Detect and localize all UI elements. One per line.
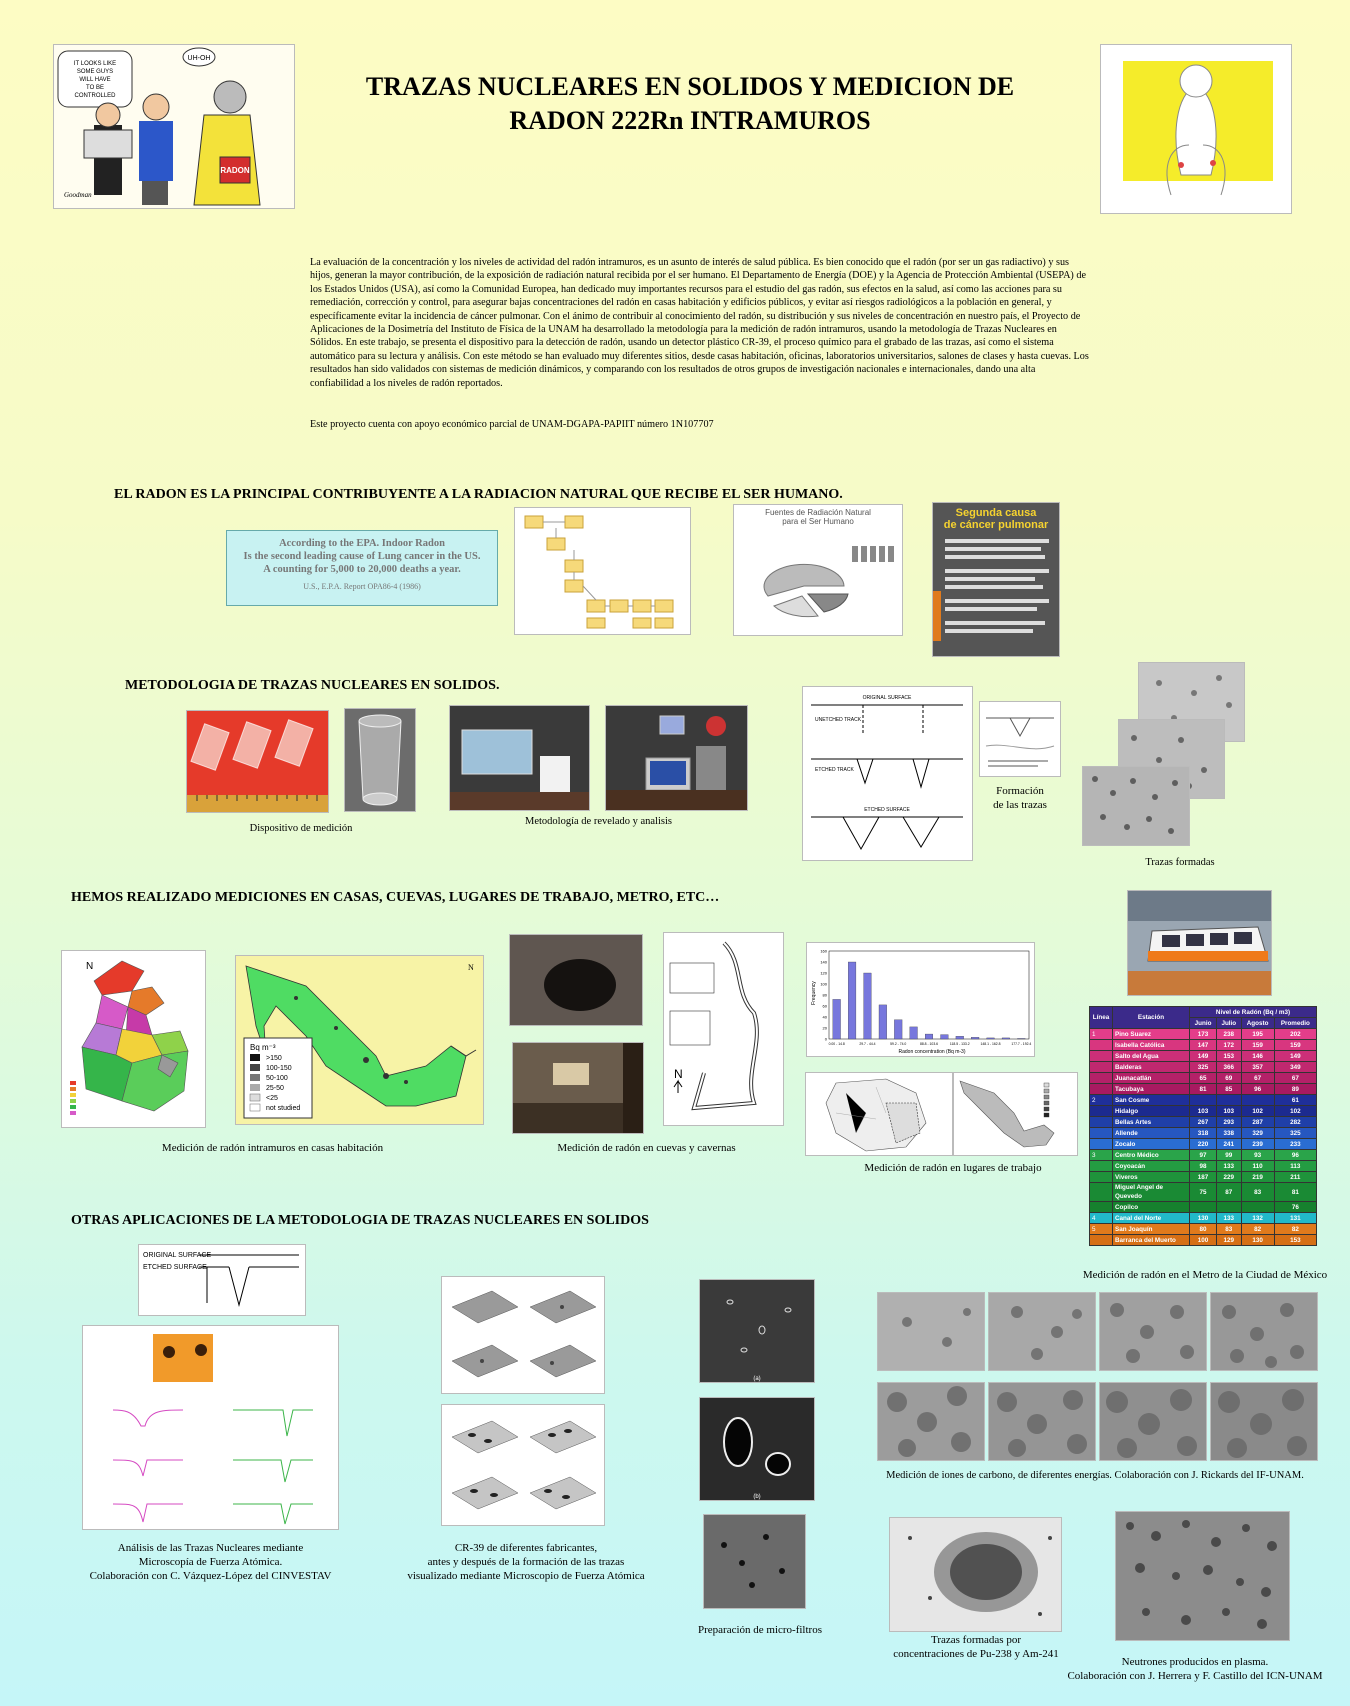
table-cell-value: 83 [1241,1183,1274,1202]
histogram-bar [879,1005,887,1039]
table-row [1090,1051,1317,1062]
caption-cr39-line-2: antes y después de la formación de las trazas [427,1556,625,1568]
histogram-ytick: 80 [822,992,827,998]
caption-afm [82,1541,339,1583]
svg-text:ETCHED TRACK: ETCHED TRACK [815,767,854,773]
table-cell-line [1090,1062,1113,1073]
table-cell-line [1090,1128,1113,1139]
table-cell-line: 3 [1090,1150,1113,1161]
table-cell-value: 149 [1274,1051,1316,1062]
table-cell-value: 67 [1274,1073,1316,1084]
funding-note: Este proyecto cuenta con apoyo económico parcial de UNAM-DGAPA-PAPIIT número 1N107707 [310,419,714,430]
caption-filters: Preparación de micro-filtros [697,1624,822,1636]
table-row [1090,1235,1317,1246]
svg-text:Goodman: Goodman [64,191,92,199]
table-cell-value: 67 [1241,1073,1274,1084]
epa-source: U.S., E.P.A. Report OPA86-4 (1986) [303,582,421,591]
table-cell-line [1090,1117,1113,1128]
table-cell-value: 153 [1274,1235,1316,1246]
histogram-bar [941,1035,949,1039]
svg-text:N: N [86,961,94,972]
caption-neutrons-line-1: Neutrones producidos en plasma. [1121,1656,1269,1668]
table-cell-station: Miguel Angel de Quevedo [1113,1183,1190,1202]
table-cell-value: 98 [1190,1161,1217,1172]
caption-afm-line-1: Análisis de las Trazas Nucleares mediante [117,1542,304,1554]
sem-label-b: (b) [753,1494,761,1500]
table-cell-value: 110 [1241,1161,1274,1172]
histogram-ytick: 140 [820,959,827,965]
table-cell-value: 325 [1274,1128,1316,1139]
svg-text:TO BE: TO BE [86,85,104,91]
analysis-station-photo [605,705,748,811]
histogram-ytick: 0 [824,1036,827,1042]
caption-houses: Medición de radón intramuros en casas habitación [161,1142,384,1154]
afm-profile-figure [82,1325,339,1530]
table-cell-value: 146 [1241,1051,1274,1062]
table-cell-value: 325 [1190,1062,1217,1073]
table-cell-station: Balderas [1113,1062,1190,1073]
intro-paragraph: La evaluación de la concentración y los niveles de actividad del radón intramuros, es un asunto de interés de salud pública. Es bien conocido que el radón (por ser un gas radiactivo) y sus hijos, generan la mayor contribución, de la exposición de radiación natural recibida por el ser humano. El Departamento de Energía (DOE) y la Agencia de Protección Ambiental (USEPA) de los Estados Unidos (USA), así como la Comunidad Europea, han dedicado muy importantes recursos para el estudio del gas radón, sus efectos en la salud, así como las acciones para su remediación, corrección y control, para asegurar bajas concentraciones del radón en casas habitación y edificios públicos, y evitar así riesgos radiológicos a la población en general, y específicamente evitar la incidencia de cáncer pulmonar. Con el ánimo de contribuir al conocimiento del radón, su distribución y sus niveles de concentración en nuestro país, el Proyecto de Aplicaciones de la Dosimetría del Instituto de Física de la UNAM ha desarrollado la metodología para la medición de radón intramuros, usando la metodología de Trazas Nucleares en Sólidos. En este trabajo, se presenta el dispositivo para la detección de radón, usando un detector plástico CR-39, el proceso químico para el grabado de las trazas, así como el sistema automático para su lectura y análisis. Con este método se han evaluado muy diferentes sitios, desde casas habitación, oficinas, laboratorios universitarios, salones de clases y hasta cuevas. Los resultados han sido validados con sistemas de medición dinámicos, y comparando con los resultados de otros grupos de investigación nacionales e internacionales, dando una alta confiabilidad a los niveles de radón reportados. [310,257,1089,389]
table-cell-value: 130 [1190,1213,1217,1224]
table-row [1090,1150,1317,1161]
table-cell-value: 159 [1274,1040,1316,1051]
table-cell-value: 172 [1217,1040,1241,1051]
section2-heading: METODOLOGIA DE TRAZAS NUCLEARES EN SOLIDOS. [125,678,500,693]
sem-label-a: (a) [753,1376,761,1382]
table-cell-value: 267 [1190,1117,1217,1128]
lung-image [1100,44,1292,214]
table-cell-value [1190,1202,1217,1213]
svg-text:ORIGINAL SURFACE: ORIGINAL SURFACE [862,695,912,701]
caption-device: Dispositivo de medición [249,823,353,834]
table-cell-value [1241,1095,1274,1106]
svg-text:CONTROLLED: CONTROLLED [74,93,116,99]
histogram-xlabel: Radon concentration (Bq m-3) [898,1049,966,1055]
svg-text:RADON: RADON [220,166,250,175]
table-cell-value: 338 [1217,1128,1241,1139]
table-cell-value: 83 [1217,1224,1241,1235]
table-cell-value: 329 [1241,1128,1274,1139]
svg-text:<25: <25 [266,1095,278,1102]
table-cell-value: 93 [1241,1150,1274,1161]
sem-filter-image-a [699,1279,815,1383]
mexico-city-delegations-map [61,950,206,1128]
caption-formation-line-1: Formación [996,785,1044,797]
table-cell-value: 239 [1241,1139,1274,1150]
table-cell-value: 238 [1217,1029,1241,1040]
histogram-bar [925,1034,933,1039]
histogram-xtick: 148.1 - 162.8 [980,1042,1001,1046]
caption-neutrons [1050,1655,1340,1683]
table-cell-value: 133 [1217,1161,1241,1172]
cancer-title-line-1: Segunda causa [955,507,1037,519]
section3-heading: HEMOS REALIZADO MEDICIONES EN CASAS, CUEVAS, LUGARES DE TRABAJO, METRO, ETC… [71,890,720,905]
detector-cup-photo [344,708,416,812]
caption-neutrons-line-2: Colaboración con J. Herrera y F. Castillo del ICN-UNAM [1067,1670,1323,1682]
table-row [1090,1117,1317,1128]
histogram-bar [1002,1038,1010,1039]
table-cell-value: 96 [1241,1084,1274,1095]
table-cell-line [1090,1161,1113,1172]
table-cell-station: San Joaquín [1113,1224,1190,1235]
table-cell-line [1090,1172,1113,1183]
title-line-1: TRAZAS NUCLEARES EN SOLIDOS Y MEDICION DE [365,72,1015,101]
table-cell-station: Zocalo [1113,1139,1190,1150]
section4-heading: OTRAS APLICACIONES DE LA METODOLOGIA DE TRAZAS NUCLEARES EN SOLIDOS [71,1213,649,1228]
track-profile-diagram [138,1244,306,1316]
table-cell-line: 5 [1090,1224,1113,1235]
epa-line-3: A counting for 5,000 to 20,000 deaths a year. [263,564,461,575]
table-cell-station: Isabella Católica [1113,1040,1190,1051]
table-cell-station: Pino Suarez [1113,1029,1190,1040]
table-cell-value: 357 [1241,1062,1274,1073]
caption-carbon: Medición de iones de carbono, de diferentes energías. Colaboración con J. Rickards del IF-UNAM. [886,1470,1304,1481]
histogram-xtick: 118.5 - 133.2 [949,1042,970,1046]
table-cell-value: 100 [1190,1235,1217,1246]
caption-work: Medición de radón en lugares de trabajo [864,1162,1042,1174]
table-subheader-august: Agosto [1241,1018,1274,1029]
caption-pu-line-2: concentraciones de Pu-238 y Am-241 [893,1648,1059,1660]
table-cell-station: Viveros [1113,1172,1190,1183]
table-cell-value: 97 [1190,1150,1217,1161]
epa-quote-box [226,530,498,606]
table-row [1090,1062,1317,1073]
table-cell-line [1090,1084,1113,1095]
table-cell-station: Allende [1113,1128,1190,1139]
table-cell-value: 282 [1274,1117,1316,1128]
table-row [1090,1084,1317,1095]
histogram-xtick: 59.2 - 74.0 [890,1042,907,1046]
table-cell-value: 349 [1274,1062,1316,1073]
table-cell-value: 130 [1241,1235,1274,1246]
table-cell-station: Salto del Agua [1113,1051,1190,1062]
table-cell-value: 87 [1217,1183,1241,1202]
pu-am-tracks-image [889,1517,1062,1632]
table-row [1090,1040,1317,1051]
histogram-frame [829,951,1029,1039]
table-cell-value: 82 [1274,1224,1316,1235]
table-cell-value: 220 [1190,1139,1217,1150]
sem-filter-image-b [699,1397,815,1501]
histogram-xtick: 177.7 - 192.4 [1011,1042,1032,1046]
mexico-radon-map [235,955,484,1125]
etching-bath-photo [449,705,590,811]
caption-metro: Medición de radón en el Metro de la Ciudad de México [1082,1269,1328,1281]
table-cell-value: 211 [1274,1172,1316,1183]
table-cell-line: 4 [1090,1213,1113,1224]
svg-text:SOME GUYS: SOME GUYS [76,69,114,75]
caption-formation-line-2: de las trazas [993,799,1047,811]
caption-afm-line-3: Colaboración con C. Vázquez-López del CINVESTAV [89,1570,332,1582]
table-cell-station: Juanacatlán [1113,1073,1190,1084]
table-header-station: Estación [1113,1007,1190,1029]
table-cell-value: 229 [1217,1172,1241,1183]
table-cell-value: 241 [1217,1139,1241,1150]
histogram-ytick: 20 [822,1025,827,1031]
cave-photo-2 [512,1042,644,1134]
table-cell-line [1090,1183,1113,1202]
histogram-bar [971,1037,979,1039]
sem-filter-image-c [703,1514,806,1609]
table-cell-value [1190,1095,1217,1106]
table-cell-value: 202 [1274,1029,1316,1040]
table-header-level: Nivel de Radón (Bq / m3) [1190,1007,1317,1018]
table-row [1090,1128,1317,1139]
histogram-ytick: 100 [820,981,827,987]
table-cell-value: 129 [1217,1235,1241,1246]
table-row [1090,1095,1317,1106]
workplace-map-city [805,1072,953,1156]
caption-cr39 [400,1541,652,1583]
table-cell-station: Centro Médico [1113,1150,1190,1161]
caption-pu-line-1: Trazas formadas por [930,1634,1021,1646]
workplace-map-regions [953,1072,1078,1156]
table-cell-value: 233 [1274,1139,1316,1150]
table-cell-value: 195 [1241,1029,1274,1040]
histogram-bar [833,999,841,1039]
table-cell-value: 131 [1274,1213,1316,1224]
svg-text:>150: >150 [266,1055,282,1062]
lung-cancer-poster [932,502,1060,657]
measurement-device-photo [186,710,329,813]
title-line-2: RADON 222Rn INTRAMUROS [509,106,871,135]
table-cell-value [1241,1202,1274,1213]
section1-heading: EL RADON ES LA PRINCIPAL CONTRIBUYENTE A LA RADIACION NATURAL QUE RECIBE EL SER HUMANO. [114,487,843,502]
table-cell-value: 81 [1274,1183,1316,1202]
histogram-ytick: 120 [820,970,827,976]
track-formation-small-diagram [979,701,1061,777]
table-cell-value: 89 [1274,1084,1316,1095]
table-cell-value: 187 [1190,1172,1217,1183]
table-cell-value: 159 [1241,1040,1274,1051]
table-cell-value: 293 [1217,1117,1241,1128]
histogram-ytick: 40 [822,1014,827,1020]
histogram-bar [848,962,856,1039]
caption-caves: Medición de radón en cuevas y cavernas [557,1142,736,1154]
table-row [1090,1213,1317,1224]
table-cell-value [1217,1202,1241,1213]
table-cell-value: 173 [1190,1029,1217,1040]
radon-histogram [806,942,1035,1057]
table-cell-value: 82 [1241,1224,1274,1235]
table-cell-value: 102 [1274,1106,1316,1117]
histogram-bar [864,973,872,1039]
table-cell-value: 113 [1274,1161,1316,1172]
epa-line-2: Is the second leading cause of Lung cancer in the US. [243,551,481,562]
table-cell-line [1090,1040,1113,1051]
table-cell-value: 61 [1274,1095,1316,1106]
table-cell-value: 69 [1217,1073,1241,1084]
svg-text:ETCHED SURFACE: ETCHED SURFACE [864,807,910,813]
table-row [1090,1106,1317,1117]
table-cell-value: 81 [1190,1084,1217,1095]
histogram-ytick: 160 [820,948,827,954]
histogram-bar [987,1038,995,1039]
page-title [300,70,1080,138]
table-cell-value: 318 [1190,1128,1217,1139]
histogram-xtick: 0.00 - 14.8 [828,1042,845,1046]
metro-radon-table [1089,1006,1317,1246]
table-row [1090,1073,1317,1084]
table-subheader-average: Promedio [1274,1018,1316,1029]
svg-text:UH-OH: UH-OH [187,55,211,62]
decay-chain-diagram [514,507,691,635]
table-cell-value: 85 [1217,1084,1241,1095]
svg-text:Bq m⁻³: Bq m⁻³ [250,1043,276,1052]
table-row [1090,1029,1317,1040]
svg-text:IT LOOKS LIKE: IT LOOKS LIKE [73,61,117,67]
svg-text:100-150: 100-150 [266,1065,292,1072]
table-cell-value: 103 [1217,1106,1241,1117]
neutron-tracks-image [1115,1511,1290,1641]
table-cell-value: 76 [1274,1202,1316,1213]
table-header-line: Línea [1090,1007,1113,1029]
caption-tracks: Trazas formadas [1145,857,1215,868]
table-subheader-july: Julio [1217,1018,1241,1029]
table-cell-value [1217,1095,1241,1106]
table-cell-value: 147 [1190,1040,1217,1051]
cave-photo-1 [509,934,643,1026]
table-cell-value: 96 [1274,1150,1316,1161]
caption-formation [975,784,1065,812]
histogram-bar [910,1027,918,1039]
svg-text:25-50: 25-50 [266,1085,284,1092]
table-cell-value: 219 [1241,1172,1274,1183]
table-row [1090,1202,1317,1213]
table-cell-value: 153 [1217,1051,1241,1062]
svg-text:WILL HAVE: WILL HAVE [79,77,111,83]
table-cell-station: Bellas Artes [1113,1117,1190,1128]
cr39-afm-surfaces-top [441,1276,605,1394]
tracks-microscope-image-3 [1082,766,1190,846]
table-cell-value: 366 [1217,1062,1241,1073]
pie-title-line-1: Fuentes de Radiación Natural [765,508,871,517]
svg-text:N: N [468,963,474,972]
table-cell-value: 149 [1190,1051,1217,1062]
histogram-bar [1017,1038,1025,1039]
table-row [1090,1172,1317,1183]
table-cell-station: Hidalgo [1113,1106,1190,1117]
table-cell-line: 2 [1090,1095,1113,1106]
table-cell-line [1090,1235,1113,1246]
table-cell-value: 99 [1217,1150,1241,1161]
histogram-bar [956,1036,964,1039]
track-etching-diagram [802,686,973,861]
table-cell-value: 133 [1217,1213,1241,1224]
table-cell-station: San Cosme [1113,1095,1190,1106]
cave-map [663,932,784,1126]
svg-text:ORIGINAL SURFACE: ORIGINAL SURFACE [143,1252,212,1259]
histogram-xtick: 88.8 - 103.6 [919,1042,939,1046]
table-cell-line [1090,1202,1113,1213]
table-cell-value: 132 [1241,1213,1274,1224]
svg-text:N: N [674,1067,683,1081]
carbon-ions-grid [877,1292,1317,1464]
histogram-bar [894,1020,902,1039]
cancer-title-line-2: de cáncer pulmonar [943,519,1049,531]
table-cell-line [1090,1106,1113,1117]
table-cell-line [1090,1051,1113,1062]
table-cell-station: Tacubaya [1113,1084,1190,1095]
table-cell-value: 75 [1190,1183,1217,1202]
pie-chart-radiation-sources [733,504,903,636]
histogram-xtick: 29.7 - 44.4 [859,1042,876,1046]
metro-train-photo [1127,890,1272,996]
table-cell-value: 65 [1190,1073,1217,1084]
table-cell-value: 80 [1190,1224,1217,1235]
table-row [1090,1183,1317,1202]
svg-text:not studied: not studied [266,1105,301,1112]
caption-afm-line-2: Microscopía de Fuerza Atómica. [138,1556,283,1568]
histogram-ytick: 60 [822,1003,827,1009]
svg-text:50-100: 50-100 [266,1075,288,1082]
svg-text:ETCHED SURFACE: ETCHED SURFACE [143,1264,207,1271]
table-cell-station: Coyoacán [1113,1161,1190,1172]
cartoon-image [53,44,295,209]
table-cell-station: Canal del Norte [1113,1213,1190,1224]
table-cell-station: Barranca del Muerto [1113,1235,1190,1246]
histogram-ylabel: Frequency [811,981,817,1005]
pie-title-line-2: para el Ser Humano [782,517,854,526]
epa-line-1: According to the EPA. Indoor Radon [279,538,445,549]
svg-text:UNETCHED TRACK: UNETCHED TRACK [815,717,862,723]
caption-cr39-line-1: CR-39 de diferentes fabricantes, [454,1542,598,1554]
caption-method: Metodología de revelado y analisis [525,816,672,827]
table-subheader-june: Junio [1190,1018,1217,1029]
table-row [1090,1224,1317,1235]
table-cell-value: 103 [1190,1106,1217,1117]
table-row [1090,1161,1317,1172]
cr39-afm-surfaces-bottom [441,1404,605,1526]
table-cell-station: Copilco [1113,1202,1190,1213]
table-cell-value: 287 [1241,1117,1274,1128]
table-cell-line [1090,1073,1113,1084]
table-row [1090,1139,1317,1150]
table-cell-line: 1 [1090,1029,1113,1040]
table-cell-value: 102 [1241,1106,1274,1117]
caption-cr39-line-3: visualizado mediante Microscopio de Fuerza Atómica [407,1570,645,1582]
table-cell-line [1090,1139,1113,1150]
